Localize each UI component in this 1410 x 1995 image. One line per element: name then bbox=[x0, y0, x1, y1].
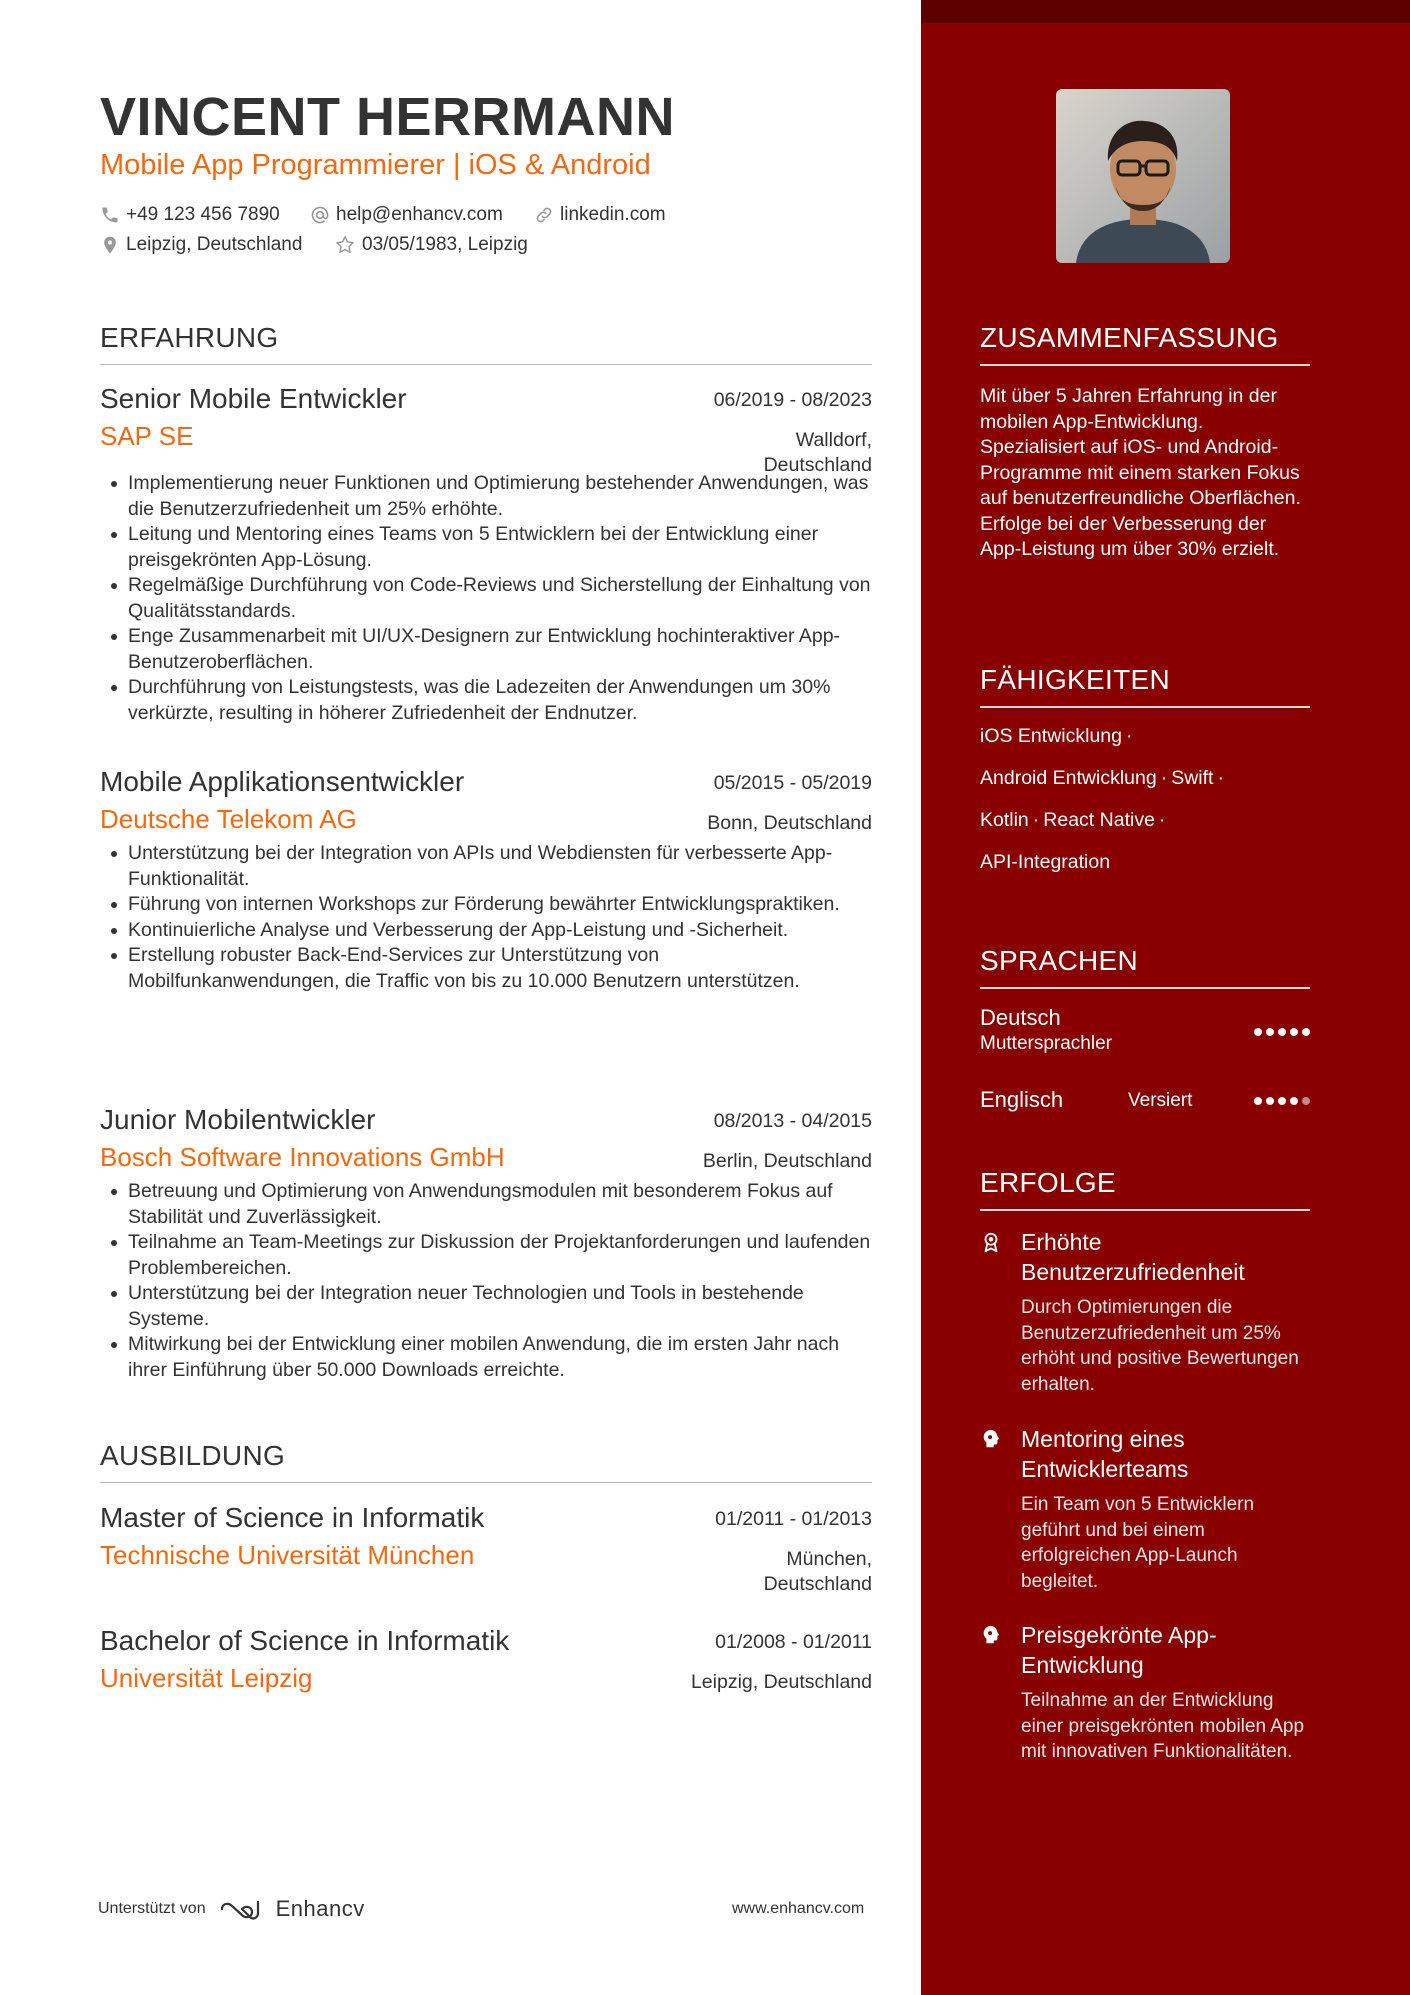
achievement-item bbox=[980, 1620, 1310, 1765]
language-name: Englisch bbox=[980, 1087, 1064, 1112]
achievements-section-title: ERFOLGE bbox=[980, 1167, 1310, 1211]
education-entry bbox=[100, 1625, 872, 1694]
education-date: 01/2011 - 01/2013 bbox=[715, 1508, 872, 1530]
list-item: Regelmäßige Durchführung von Code-Reviews und Sicherstellung der Einhaltung von Qualitätsstandards. bbox=[100, 573, 872, 624]
education-entry bbox=[100, 1502, 872, 1595]
skill-separator: · bbox=[1032, 809, 1040, 831]
candidate-name: VINCENT HERRMANN bbox=[100, 87, 675, 147]
summary-text: Mit über 5 Jahren Erfahrung in der mobilen App-Entwicklung. Spezialisiert auf iOS- und Android-Programme mit einem starken Fokus auf benutzerfreundliche Oberflächen. Erfolge bei der Verbesserung der App-Leistung um über 30% erzielt. bbox=[980, 385, 1301, 560]
contact-email[interactable] bbox=[310, 204, 503, 226]
location-pin-icon bbox=[100, 235, 120, 255]
list-item: Durchführung von Leistungstests, was die Ladezeiten der Anwendungen um 30% verkürzte, resulting in höherer Zufriedenheit der Endnutzer. bbox=[100, 675, 872, 726]
job-location-line: Deutschland bbox=[763, 454, 872, 476]
language-level: Muttersprachler bbox=[980, 1033, 1112, 1054]
achievement-title: Erhöhte Benutzerzufriedenheit bbox=[1021, 1229, 1245, 1285]
linkedin-text: linkedin.com bbox=[560, 204, 666, 225]
skill-tag: Android Entwicklung bbox=[980, 767, 1157, 789]
skill-tag: React Native bbox=[1043, 809, 1155, 831]
achievement-desc: Ein Team von 5 Entwicklern geführt und bei einem erfolgreichen App-Launch begleitet. bbox=[1021, 1494, 1255, 1592]
job-entry bbox=[100, 383, 872, 726]
education-date: 01/2008 - 01/2011 bbox=[715, 1631, 872, 1653]
languages-section-title: SPRACHEN bbox=[980, 945, 1310, 989]
list-item: Kontinuierliche Analyse und Verbesserung der App-Leistung und -Sicherheit. bbox=[100, 918, 872, 944]
language-item bbox=[980, 1087, 1310, 1113]
list-item: Unterstützung bei der Integration neuer Technologien und Tools in bestehende Systeme. bbox=[100, 1281, 872, 1332]
education-location bbox=[764, 1547, 872, 1597]
phone-text: +49 123 456 7890 bbox=[126, 204, 280, 225]
skill-line bbox=[980, 722, 1310, 764]
list-item: Enge Zusammenarbeit mit UI/UX-Designern zur Entwicklung hochinteraktiver App-Benutzeroberflächen. bbox=[100, 624, 872, 675]
job-bullets bbox=[100, 1179, 872, 1383]
achievement-item bbox=[980, 1424, 1310, 1594]
brain-icon bbox=[980, 1624, 1002, 1646]
profile-photo-image bbox=[1056, 89, 1230, 263]
birth-text: 03/05/1983, Leipzig bbox=[362, 234, 528, 255]
rating-dot-empty bbox=[1302, 1097, 1310, 1105]
enhancv-brand-text: Enhancv bbox=[275, 1896, 365, 1921]
job-bullets bbox=[100, 841, 872, 994]
sidebar-top-bar bbox=[921, 0, 1410, 23]
achievement-desc: Durch Optimierungen die Benutzerzufriedenheit um 25% erhöht und positive Bewertungen erhalten. bbox=[1021, 1297, 1299, 1395]
achievement-title: Preisgekrönte App-Entwicklung bbox=[1021, 1622, 1217, 1678]
education-location-line: Deutschland bbox=[763, 1573, 872, 1595]
skills-section-title: FÄHIGKEITEN bbox=[980, 664, 1310, 708]
summary-section-title: ZUSAMMENFASSUNG bbox=[980, 322, 1310, 366]
rating-dot-filled bbox=[1266, 1097, 1274, 1105]
contact-phone[interactable] bbox=[100, 204, 280, 226]
education-section-title: AUSBILDUNG bbox=[100, 1440, 872, 1483]
language-level: Versiert bbox=[1128, 1090, 1193, 1111]
degree-title: Bachelor of Science in Informatik bbox=[100, 1625, 510, 1656]
rating-dot-filled bbox=[1302, 1028, 1310, 1036]
job-company: Bosch Software Innovations GmbH bbox=[100, 1142, 505, 1172]
contact-birth bbox=[334, 234, 528, 256]
achievement-desc: Teilnahme an der Entwicklung einer preisgekrönten mobilen App mit innovativen Funktionalitäten. bbox=[1021, 1690, 1305, 1762]
degree-title: Master of Science in Informatik bbox=[100, 1502, 485, 1533]
rating-dot-filled bbox=[1254, 1097, 1262, 1105]
job-date: 08/2013 - 04/2015 bbox=[713, 1110, 872, 1132]
skill-tag: Kotlin bbox=[980, 809, 1029, 831]
rating-dot-filled bbox=[1266, 1028, 1274, 1036]
job-location: Berlin, Deutschland bbox=[702, 1150, 872, 1172]
school-name: Technische Universität München bbox=[100, 1540, 475, 1570]
rating-dot-filled bbox=[1290, 1028, 1298, 1036]
language-name: Deutsch bbox=[980, 1005, 1061, 1030]
achievement-title: Mentoring eines Entwicklerteams bbox=[1021, 1426, 1189, 1482]
job-location-line: Walldorf, bbox=[795, 429, 872, 451]
job-title: Mobile Applikationsentwickler bbox=[100, 766, 465, 797]
skill-line bbox=[980, 764, 1310, 806]
job-company: Deutsche Telekom AG bbox=[100, 804, 357, 834]
contact-linkedin[interactable] bbox=[534, 204, 666, 226]
job-date: 06/2019 - 08/2023 bbox=[713, 389, 872, 411]
list-item: Unterstützung bei der Integration von APIs und Webdiensten für verbesserte App-Funktionalität. bbox=[100, 841, 872, 892]
phone-icon bbox=[100, 205, 120, 225]
sidebar bbox=[921, 0, 1410, 1995]
education-location: Leipzig, Deutschland bbox=[690, 1671, 872, 1693]
job-entry bbox=[100, 766, 872, 994]
list-item: Erstellung robuster Back-End-Services zur Unterstützung von Mobilfunkanwendungen, die Traffic von bis zu 10.000 Benutzern unterstützen. bbox=[100, 943, 872, 994]
job-entry bbox=[100, 1104, 872, 1383]
at-icon bbox=[310, 205, 330, 225]
rating-dot-filled bbox=[1290, 1097, 1298, 1105]
skill-separator: · bbox=[1125, 725, 1133, 747]
skill-tag: API-Integration bbox=[980, 851, 1111, 873]
list-item: Implementierung neuer Funktionen und Optimierung bestehender Anwendungen, was die Benutzerzufriedenheit um 25% erhöhte. bbox=[100, 471, 872, 522]
location-text: Leipzig, Deutschland bbox=[126, 234, 303, 255]
list-item: Leitung und Mentoring eines Teams von 5 Entwicklern bei der Entwicklung einer preisgekrönten App-Lösung. bbox=[100, 522, 872, 573]
rating-dot-filled bbox=[1278, 1097, 1286, 1105]
skill-separator: · bbox=[1158, 809, 1166, 831]
award-icon bbox=[980, 1231, 1002, 1253]
education-location-line: München, bbox=[786, 1548, 872, 1570]
skill-line bbox=[980, 848, 1310, 890]
skill-tag: Swift bbox=[1171, 767, 1214, 789]
brain-icon bbox=[980, 1428, 1002, 1450]
language-rating bbox=[1254, 1097, 1310, 1105]
list-item: Betreuung und Optimierung von Anwendungsmodulen mit besonderem Fokus auf Stabilität und Zuverlässigkeit. bbox=[100, 1179, 872, 1230]
job-bullets bbox=[100, 471, 872, 726]
skills-list bbox=[980, 722, 1310, 890]
job-location: Bonn, Deutschland bbox=[707, 812, 872, 834]
footer-branding[interactable] bbox=[98, 1896, 365, 1922]
link-icon bbox=[534, 205, 554, 225]
skill-line bbox=[980, 806, 1310, 848]
job-date: 05/2015 - 05/2019 bbox=[713, 772, 872, 794]
skill-separator: · bbox=[1217, 767, 1224, 789]
star-icon bbox=[334, 234, 356, 256]
job-company: SAP SE bbox=[100, 421, 194, 451]
footer-url[interactable]: www.enhancv.com bbox=[732, 1900, 865, 1917]
list-item: Führung von internen Workshops zur Förderung bewährter Entwicklungspraktiken. bbox=[100, 892, 872, 918]
skill-tag: iOS Entwicklung bbox=[980, 725, 1122, 747]
job-title: Junior Mobilentwickler bbox=[100, 1104, 376, 1135]
language-item bbox=[980, 1005, 1310, 1055]
rating-dot-filled bbox=[1278, 1028, 1286, 1036]
list-item: Teilnahme an Team-Meetings zur Diskussion der Projektanforderungen und laufenden Problembereichen. bbox=[100, 1230, 872, 1281]
language-rating bbox=[1254, 1028, 1310, 1036]
achievement-item bbox=[980, 1227, 1310, 1397]
skill-separator: · bbox=[1160, 767, 1168, 789]
enhancv-logo-icon bbox=[218, 1897, 266, 1921]
rating-dot-filled bbox=[1254, 1028, 1262, 1036]
email-text: help@enhancv.com bbox=[336, 204, 503, 225]
school-name: Universität Leipzig bbox=[100, 1663, 313, 1693]
candidate-role: Mobile App Programmierer | iOS & Android bbox=[100, 149, 651, 181]
experience-section-title: ERFAHRUNG bbox=[100, 322, 872, 365]
list-item: Mitwirkung bei der Entwicklung einer mobilen Anwendung, die im ersten Jahr nach ihrer Einführung über 50.000 Downloads erreichte. bbox=[100, 1332, 872, 1383]
profile-photo bbox=[1056, 89, 1230, 263]
contact-location bbox=[100, 234, 302, 256]
job-title: Senior Mobile Entwickler bbox=[100, 383, 407, 414]
powered-by-text: Unterstützt von bbox=[98, 1900, 206, 1917]
